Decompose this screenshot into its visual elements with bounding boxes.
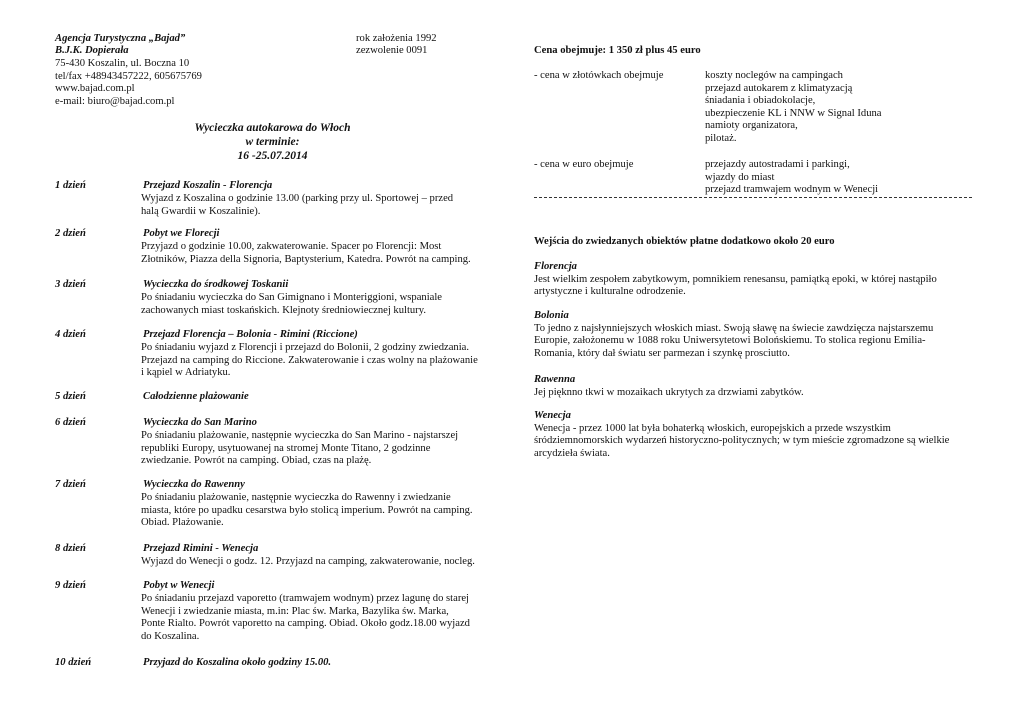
day-description bbox=[141, 241, 501, 266]
day-title: Przejazd Florencja – Bolonia - Rimini (Riccione) bbox=[143, 329, 358, 340]
attraction-name: Rawenna bbox=[534, 374, 576, 385]
day-description bbox=[141, 292, 501, 317]
day-title: Całodzienne plażowanie bbox=[143, 391, 249, 402]
attraction-description-line: Jest wielkim zespołem zabytkowym, pomnikiem renesansu, pamiątką epoki, w której nastąpiło bbox=[534, 273, 937, 285]
attraction-description-line: arcydzieła świata. bbox=[534, 447, 610, 459]
day-description bbox=[141, 430, 501, 468]
agency-owner: B.J.K. Dopierała bbox=[55, 45, 129, 56]
day-description-line: Po śniadaniu wycieczka do San Gimignano i Monteriggioni, wspaniale bbox=[141, 292, 442, 303]
day-label: 2 dzień bbox=[55, 228, 86, 239]
day-label: 1 dzień bbox=[55, 180, 86, 191]
day-label: 9 dzień bbox=[55, 580, 86, 591]
agency-email: e-mail: biuro@bajad.com.pl bbox=[55, 96, 175, 107]
day-description-line: zachowanych miast toskańskich. Klejnoty średniowiecznej kultury. bbox=[141, 304, 426, 316]
trip-dates: 16 -25.07.2014 bbox=[237, 150, 308, 162]
day-description bbox=[141, 193, 501, 218]
price-eur-item: przejazd tramwajem wodnym w Wenecji bbox=[705, 184, 879, 196]
day-description bbox=[141, 556, 501, 569]
price-heading: Cena obejmuje: 1 350 zł plus 45 euro bbox=[534, 45, 701, 56]
agency-website: www.bajad.com.pl bbox=[55, 83, 135, 94]
day-description-line: i kąpiel w Adriatyku. bbox=[141, 367, 231, 379]
day-title: Pobyt w Wenecji bbox=[143, 580, 215, 591]
day-description-line: Wyjazd z Koszalina o godzinie 13.00 (parking przy ul. Sportowej – przed bbox=[141, 193, 454, 204]
day-description-line: Wyjazd do Wenecji o godz. 12. Przyjazd na camping, zakwaterowanie, nocleg. bbox=[141, 556, 475, 567]
price-pln-items bbox=[705, 70, 882, 146]
attraction-3 bbox=[534, 374, 964, 399]
price-eur-items bbox=[705, 159, 878, 197]
attraction-4 bbox=[534, 410, 964, 460]
price-pln-item: pilotaż. bbox=[705, 132, 737, 144]
price-pln-item: przejazd autokarem z klimatyzacją bbox=[705, 82, 853, 94]
day-label: 3 dzień bbox=[55, 279, 86, 290]
day-description-line: Po śniadaniu plażowanie, następnie wycieczka do San Marino - najstarszej bbox=[141, 430, 459, 441]
attraction-description-line: Romania, który dał światu ser parmezan i szynkę prosciutto. bbox=[534, 347, 790, 359]
price-eur-item: wjazdy do miast bbox=[705, 171, 775, 183]
price-pln-item: namioty organizatora, bbox=[705, 120, 798, 132]
day-title: Przejazd Rimini - Wenecja bbox=[143, 543, 259, 554]
day-description-line: Złotników, Piazza della Signoria, Baptysterium, Katedra. Powrót na camping. bbox=[141, 253, 471, 265]
attraction-description-line: Jej pięknno tkwi w mozaikach ukrytych za drzwiami zabytków. bbox=[534, 386, 804, 398]
day-description-line: Przejazd na camping do Riccione. Zakwaterowanie i czas wolny na plażowanie bbox=[141, 354, 478, 366]
day-description-line: Obiad. Plażowanie. bbox=[141, 517, 224, 529]
day-label: 10 dzień bbox=[55, 657, 92, 668]
day-title: Wycieczka do Rawenny bbox=[143, 479, 245, 490]
day-description-line: Wenecji i zwiedzanie miasta, m.in: Plac św. Marka, Bazylika św. Marka, bbox=[141, 605, 449, 617]
attractions-heading: Wejścia do zwiedzanych obiektów płatne dodatkowo około 20 euro bbox=[534, 236, 835, 247]
attraction-description-line: To jedno z najsłynniejszych włoskich miast. Swoją sławę na świecie zawdzięcza najstarszemu bbox=[534, 322, 934, 334]
price-pln-item: ubezpieczenie KL i NNW w Signal Iduna bbox=[705, 107, 882, 119]
day-description-line: zwiedzanie. Powrót na camping. Obiad, czas na plażę. bbox=[141, 455, 372, 467]
day-description bbox=[141, 342, 501, 380]
price-eur-item: przejazdy autostradami i parkingi, bbox=[705, 159, 850, 170]
agency-address: 75-430 Koszalin, ul. Boczna 10 bbox=[55, 58, 190, 69]
price-pln-item: koszty noclegów na campingach bbox=[705, 70, 843, 81]
day-description-line: Ponte Rialto. Powrót vaporetto na camping. Obiad. Około godz.18.00 wyjazd bbox=[141, 618, 470, 630]
day-title: Wycieczka do San Marino bbox=[143, 417, 257, 428]
day-label: 6 dzień bbox=[55, 417, 86, 428]
day-title: Przejazd Koszalin - Florencja bbox=[143, 180, 273, 191]
price-pln-item: śniadania i obiadokolacje, bbox=[705, 95, 816, 107]
attraction-description-line: Wenecja - przez 1000 lat była bohaterką włoskich, europejskich a przede wszystkim bbox=[534, 422, 891, 434]
day-description-line: miasta, które po upadku cesarstwa było stolicą imperium. Powrót na camping. bbox=[141, 504, 473, 516]
price-pln-label: - cena w złotówkach obejmuje bbox=[534, 70, 664, 81]
attraction-description-line: śródziemnomorskich wydarzeń historyczno-politycznych; w tym mieście zgromadzone są wielkie bbox=[534, 435, 950, 447]
attraction-description-line: artystyczne i kulturalne odrodzenie. bbox=[534, 286, 686, 298]
day-label: 7 dzień bbox=[55, 479, 86, 490]
day-description-line: Po śniadaniu przejazd vaporetto (tramwajem wodnym) przez lagunę do starej bbox=[141, 593, 469, 604]
day-title: Wycieczka do środkowej Toskanii bbox=[143, 279, 289, 290]
day-label: 4 dzień bbox=[55, 329, 86, 340]
attraction-description-line: Europie, założonemu w 1088 roku Uniwersytetowi Bolońskiemu. To stolica regionu Emilia- bbox=[534, 335, 926, 347]
day-label: 5 dzień bbox=[55, 391, 86, 402]
day-label: 8 dzień bbox=[55, 543, 86, 554]
day-description bbox=[141, 492, 501, 530]
trip-term-label: w terminie: bbox=[245, 136, 300, 148]
attraction-name: Wenecja bbox=[534, 410, 571, 421]
price-eur-label: - cena w euro obejmuje bbox=[534, 159, 634, 170]
attraction-name: Florencja bbox=[534, 261, 577, 272]
agency-phone: tel/fax +48943457222, 605675769 bbox=[55, 71, 202, 82]
day-description-line: Po śniadaniu wyjazd z Florencji i przejazd do Bolonii, 2 godziny zwiedzania. bbox=[141, 342, 470, 353]
trip-title: Wycieczka autokarowa do Włoch bbox=[194, 122, 351, 134]
attraction-2 bbox=[534, 310, 964, 360]
day-description-line: Przyjazd o godzinie 10.00, zakwaterowanie. Spacer po Florencji: Most bbox=[141, 241, 442, 252]
dashed-divider bbox=[534, 197, 972, 198]
day-description-line: halą Gwardii w Koszalinie). bbox=[141, 205, 261, 217]
day-description-line: Po śniadaniu plażowanie, następnie wycieczka do Rawenny i zwiedzanie bbox=[141, 492, 451, 503]
founded-year: rok założenia 1992 bbox=[356, 33, 437, 44]
day-title: Przyjazd do Koszalina około godziny 15.00. bbox=[143, 657, 332, 668]
day-title: Pobyt we Florecji bbox=[143, 228, 220, 239]
day-description-line: republiki Europy, usytuowanej na stromej Monte Titano, 2 godzinne bbox=[141, 442, 431, 454]
attraction-1 bbox=[534, 261, 964, 299]
day-description-line: do Koszalina. bbox=[141, 630, 200, 642]
agency-name: Agencja Turystyczna „Bajad” bbox=[55, 33, 186, 44]
permit-number: zezwolenie 0091 bbox=[356, 45, 428, 56]
attraction-name: Bolonia bbox=[534, 310, 569, 321]
day-description bbox=[141, 593, 501, 643]
